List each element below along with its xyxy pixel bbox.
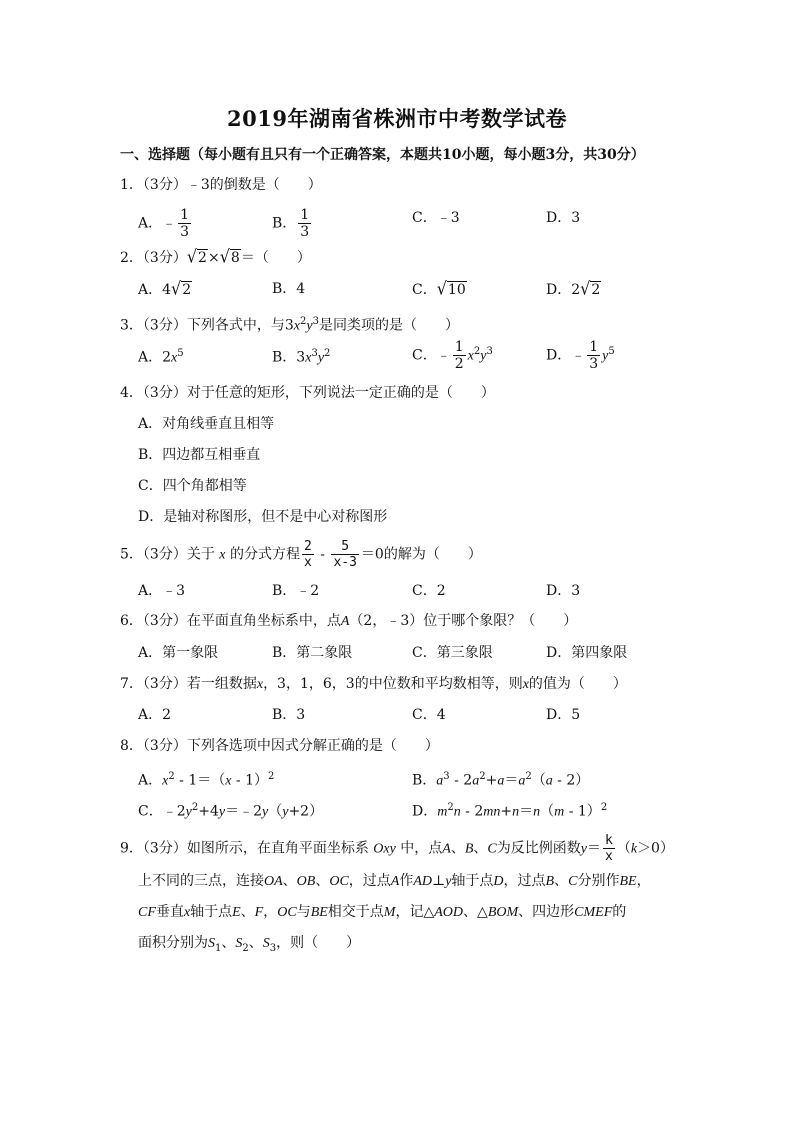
question-8: 8．（3分）下列各选项中因式分解正确的是（ ） xyxy=(120,738,439,754)
q8-option-d[interactable]: D．$m^2n - 2mn+n=n(m - 1)^2$ xyxy=(412,802,608,820)
q2-option-d[interactable]: D．2√2 xyxy=(546,278,601,299)
q2-option-b[interactable]: B．4 xyxy=(272,281,306,297)
q5-option-b[interactable]: B．﹣2 xyxy=(272,583,320,599)
q7-option-d[interactable]: D．5 xyxy=(546,707,581,723)
q3-option-d[interactable]: D．﹣ $\frac{1}{3}$ $y^5$ xyxy=(546,339,615,372)
q1-option-b[interactable]: B． $\frac{1}{3}$ xyxy=(272,207,310,240)
q5-option-d[interactable]: D．3 xyxy=(546,583,581,599)
q7-option-b[interactable]: B．3 xyxy=(272,707,306,723)
q8-option-a[interactable]: A．$x^2 - 1=(x - 1)^2$ xyxy=(138,771,275,789)
q2-option-a[interactable]: A．4√2 xyxy=(138,278,192,299)
q8-option-b[interactable]: B．$a^3 - 2a^2+a=a^2(a - 2)$ xyxy=(412,771,590,789)
q6-option-c[interactable]: C．第三象限 xyxy=(412,645,493,661)
question-9: 9．（3分）如图所示，在直角平面坐标系 Oxy 中，点A、B、C为反比例函数y＝ $\frac{k}{x}$ （k＞0） xyxy=(120,833,674,864)
q6-option-d[interactable]: D．第四象限 xyxy=(546,645,628,661)
section-heading: 一、选择题（每小题有且只有一个正确答案，本题共10小题，每小题3分，共30分） xyxy=(120,147,645,163)
q1-option-d[interactable]: D．3 xyxy=(546,210,581,226)
question-1: 1．（3分）﹣3的倒数是（ ） xyxy=(120,177,322,193)
question-3: 3．（3分）下列各式中，与$3x^2y^3$是同类项的是（ ） xyxy=(120,316,459,334)
question-6: 6．（3分）在平面直角坐标系中，点A（2，﹣3）位于哪个象限？（ ） xyxy=(120,613,578,629)
q1-option-a[interactable]: A．﹣ $\frac{1}{3}$ xyxy=(138,207,190,240)
q8-option-c[interactable]: C．$﹣2y^2+4y=﹣2y(y+2)$ xyxy=(138,802,324,820)
question-9-line-2: 上不同的三点，连接OA、OB、OC，过点A作AD⊥y轴于点D，过点B、C分别作BE， xyxy=(138,873,651,889)
question-7: 7．（3分）若一组数据x，3，1，6，3的中位数和平均数相等，则x的值为（ ） xyxy=(120,676,627,692)
page-title: 2019年湖南省株洲市中考数学试卷 xyxy=(227,106,567,131)
q1-option-c[interactable]: C．﹣3 xyxy=(412,210,460,226)
q3-option-b[interactable]: B．$3x^3y^2$ xyxy=(272,348,331,366)
question-9-line-3: CF垂直x轴于点E、F，OC与BE相交于点M，记△AOD、△BOM、四边形CMEF的 xyxy=(138,904,627,920)
q7-option-a[interactable]: A．2 xyxy=(138,707,172,723)
q5-option-c[interactable]: C．2 xyxy=(412,583,446,599)
question-4: 4．（3分）对于任意的矩形，下列说法一定正确的是（ ） xyxy=(120,385,495,401)
q2-option-c[interactable]: C．√10 xyxy=(412,278,466,299)
q4-option-b[interactable]: B．四边都互相垂直 xyxy=(138,447,261,463)
q6-option-b[interactable]: B．第二象限 xyxy=(272,645,353,661)
q5-option-a[interactable]: A．﹣3 xyxy=(138,583,186,599)
q3-option-c[interactable]: C．﹣ $\frac{1}{2}$ $x^2y^3$ xyxy=(412,339,493,372)
q4-option-a[interactable]: A．对角线垂直且相等 xyxy=(138,416,275,432)
q7-option-c[interactable]: C．4 xyxy=(412,707,446,723)
question-5: 5．（3分）关于 x 的分式方程 $\frac{2}{x}$ - $\frac{5}{x-3}$ ＝0的解为（ ） xyxy=(120,539,482,570)
question-2: 2．（3分）√2×√8＝（ ） xyxy=(120,246,311,267)
q3-option-a[interactable]: A．$2x^5$ xyxy=(138,348,184,366)
q4-option-d[interactable]: D．是轴对称图形，但不是中心对称图形 xyxy=(138,509,388,525)
question-9-line-4: 面积分别为$S_1$、$S_2$、$S_3$，则（ ） xyxy=(138,935,361,954)
q6-option-a[interactable]: A．第一象限 xyxy=(138,645,219,661)
q4-option-c[interactable]: C．四个角都相等 xyxy=(138,478,247,494)
